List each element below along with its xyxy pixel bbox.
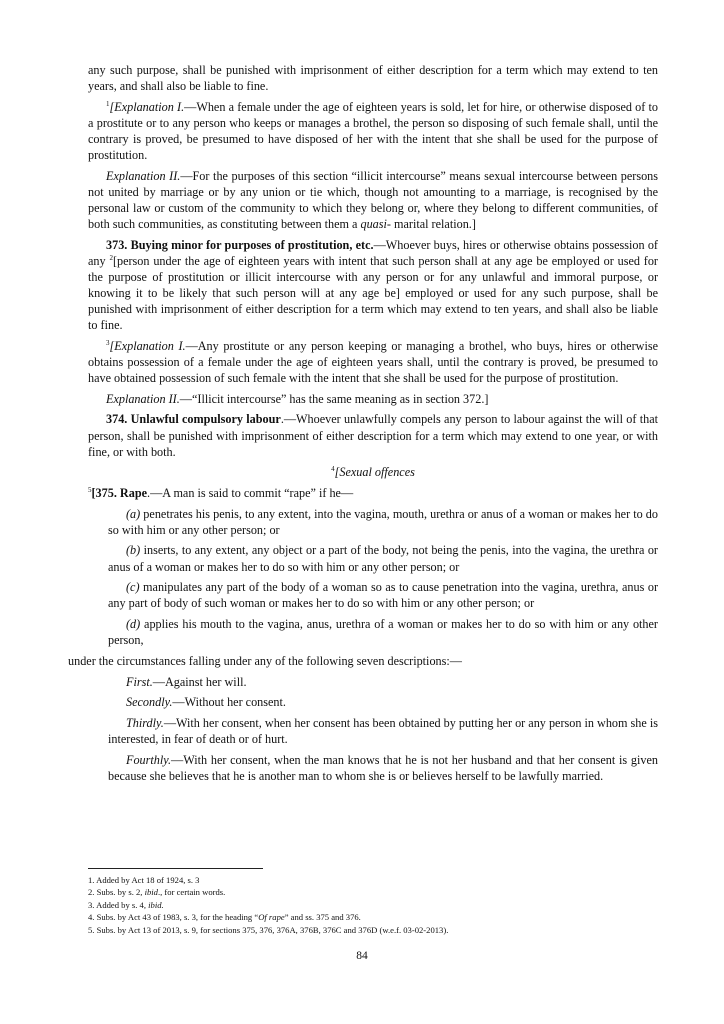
section-375-text: .—A man is said to commit “rape” if he—: [147, 486, 354, 500]
clause-b: [108, 542, 658, 574]
footnote-text: 1. Added by Act 18 of 1924, s. 3: [88, 875, 200, 885]
footnote-divider: [88, 868, 263, 869]
clause-label: (d): [126, 617, 141, 632]
section-374-text: .—Whoever unlawfully compels any person to labour against the will of that person, shall be punished with imprisonment of either description for a term which may extend to one year, or with fine, or with both.: [88, 412, 658, 459]
description-text: —Without her consent.: [172, 695, 286, 710]
subheading-text: [Sexual offences: [334, 465, 415, 480]
footnote-ref-5[interactable]: 5: [88, 486, 92, 494]
footnotes: [88, 868, 658, 936]
explanation-label: Explanation II.: [106, 391, 180, 406]
explanation-372-ii: [88, 168, 658, 232]
clause-text: penetrates his penis, to any extent, into the vagina, mouth, urethra or anus of a woman or makes her to do so with him or any other person; or: [108, 506, 658, 537]
footnote-text: 3. Added by s. 4,: [88, 899, 149, 910]
main-text: [68, 62, 658, 788]
circumstances-intro: [68, 653, 658, 669]
clause-label: (c): [126, 580, 140, 595]
section-373-text: —Whoever buys, hires or otherwise obtains possession of any: [88, 237, 658, 268]
explanation-text: —For the purposes of this section “illicit intercourse” means sexual intercourse between persons not united by marriage or by any union or tie which, though not amounting to a marriage, is recognised by the personal law or custom of the community to which they belong or, where they belong to different communities, of both such communities, as constituting between them a: [88, 168, 658, 232]
section-374-heading: 374. Unlawful compulsory labour: [106, 412, 281, 427]
clause-text: inserts, to any extent, any object or a part of the body, not being the penis, into the vagina, the urethra or anus of a woman or makes her to do so with him or any other person; or: [108, 543, 658, 574]
footnote-4: [88, 911, 658, 923]
clause-a: [108, 506, 658, 538]
explanation-373-ii: [88, 391, 658, 407]
explanation-text-end: marital relation.]: [394, 217, 476, 232]
explanation-label: [Explanation I.: [109, 99, 185, 114]
clause-c: [108, 579, 658, 611]
section-375: [88, 485, 658, 501]
description-label: Secondly.: [126, 695, 173, 710]
footnote-3: [88, 899, 658, 911]
footnote-ref-2[interactable]: 2: [109, 253, 113, 262]
explanation-label: Explanation II.: [106, 168, 181, 183]
explanation-label: [Explanation I.: [109, 338, 186, 353]
footnote-2: [88, 886, 658, 898]
section-373-text-cont: [person under the age of eighteen years with intent that such person shall at any age be employed or used for the purpose of prostitution or illicit intercourse with any person or for any unlawful and immoral purpose, or knowing it to be likely that such person will at any age be] employed or used for any such purpose, shall be punished with imprisonment of either description for a term which may extend to ten years, and shall also be liable to fine.: [88, 253, 658, 333]
explanation-text: —When a female under the age of eighteen years is sold, let for hire, or otherwise disposed of to a prostitute or to any person who keeps or manages a brothel, the person so disposing of such female shall, until the contrary is proved, be presumed to have disposed of her with the intent that she shall be used for the purpose of prostitution.: [88, 99, 658, 163]
footnote-ref-1[interactable]: 1: [106, 99, 110, 108]
clause-text: manipulates any part of the body of a woman so as to cause penetration into the vagina, urethra, anus or any part of body of such woman or makes her to do so with him or any other person; or: [108, 580, 658, 611]
footnote-ref-4[interactable]: 4: [331, 465, 335, 474]
section-375-heading: [375. Rape: [91, 486, 148, 500]
description-label: First.: [126, 674, 153, 689]
description-label: Fourthly.: [126, 752, 172, 767]
footnote-text: 2. Subs. by s. 2,: [88, 887, 145, 898]
footnote-ref-3[interactable]: 3: [106, 338, 110, 347]
explanation-373-i: [88, 338, 658, 386]
clause-label: (b): [126, 543, 141, 558]
footnote-text: ” and ss. 375 and 376.: [284, 912, 361, 923]
footnote-ibid: ibid.: [148, 899, 164, 910]
description-third: [108, 715, 658, 747]
footnote-ibid: ibid: [144, 887, 158, 898]
footnote-text: ., for certain words.: [157, 887, 226, 898]
description-label: Thirdly.: [126, 715, 164, 730]
description-second: [108, 694, 658, 710]
description-fourth: [108, 752, 658, 784]
page-number: 84: [356, 950, 368, 962]
section-374: [88, 411, 658, 459]
footnote-5: [88, 924, 658, 936]
clause-text: applies his mouth to the vagina, anus, urethra of a woman or makes her to do so with him or any other person,: [108, 617, 658, 648]
footnote-text: 5. Subs. by Act 13 of 2013, s. 9, for sections 375, 376, 376A, 376B, 376C and 376D (w.e.f. 03-02-2013).: [88, 924, 449, 935]
clause-label: (a): [126, 506, 141, 521]
chapter-subheading: [88, 464, 658, 480]
paragraph-text: any such purpose, shall be punished with imprisonment of either description for a term which may extend to ten years, and shall also be liable to fine.: [88, 63, 658, 94]
quasi-word: quasi-: [360, 217, 391, 232]
section-373: [88, 237, 658, 334]
circumstances-text: under the circumstances falling under any of the following seven descriptions:—: [68, 653, 462, 668]
clause-d: [108, 616, 658, 648]
explanation-372-i: [88, 99, 658, 163]
footnote-text: 4. Subs. by Act 43 of 1983, s. 3, for the heading “: [88, 912, 259, 923]
description-text: —With her consent, when her consent has been obtained by putting her or any person in whom she is interested, in fear of death or of hurt.: [108, 715, 658, 746]
explanation-text: —“Illicit intercourse” has the same meaning as in section 372.]: [179, 391, 489, 406]
paragraph-continuation: [88, 62, 658, 94]
description-text: —Against her will.: [152, 674, 247, 689]
footnote-1: [88, 874, 658, 886]
description-first: [108, 674, 658, 690]
section-373-heading: 373. Buying minor for purposes of prostitution, etc.: [106, 237, 374, 252]
footnote-heading-name: Of rape: [258, 912, 285, 923]
description-text: —With her consent, when the man knows that he is not her husband and that her consent is given because she believes that he is another man to whom she is or believes herself to be lawfully married.: [108, 752, 658, 783]
explanation-text: —Any prostitute or any person keeping or managing a brothel, who buys, hires or otherwise obtains possession of a female under the age of eighteen years shall, until the contrary is proved, be presumed to have obtained possession of such female with the intent that she shall be used for the purpose of prostitution.: [88, 338, 658, 386]
